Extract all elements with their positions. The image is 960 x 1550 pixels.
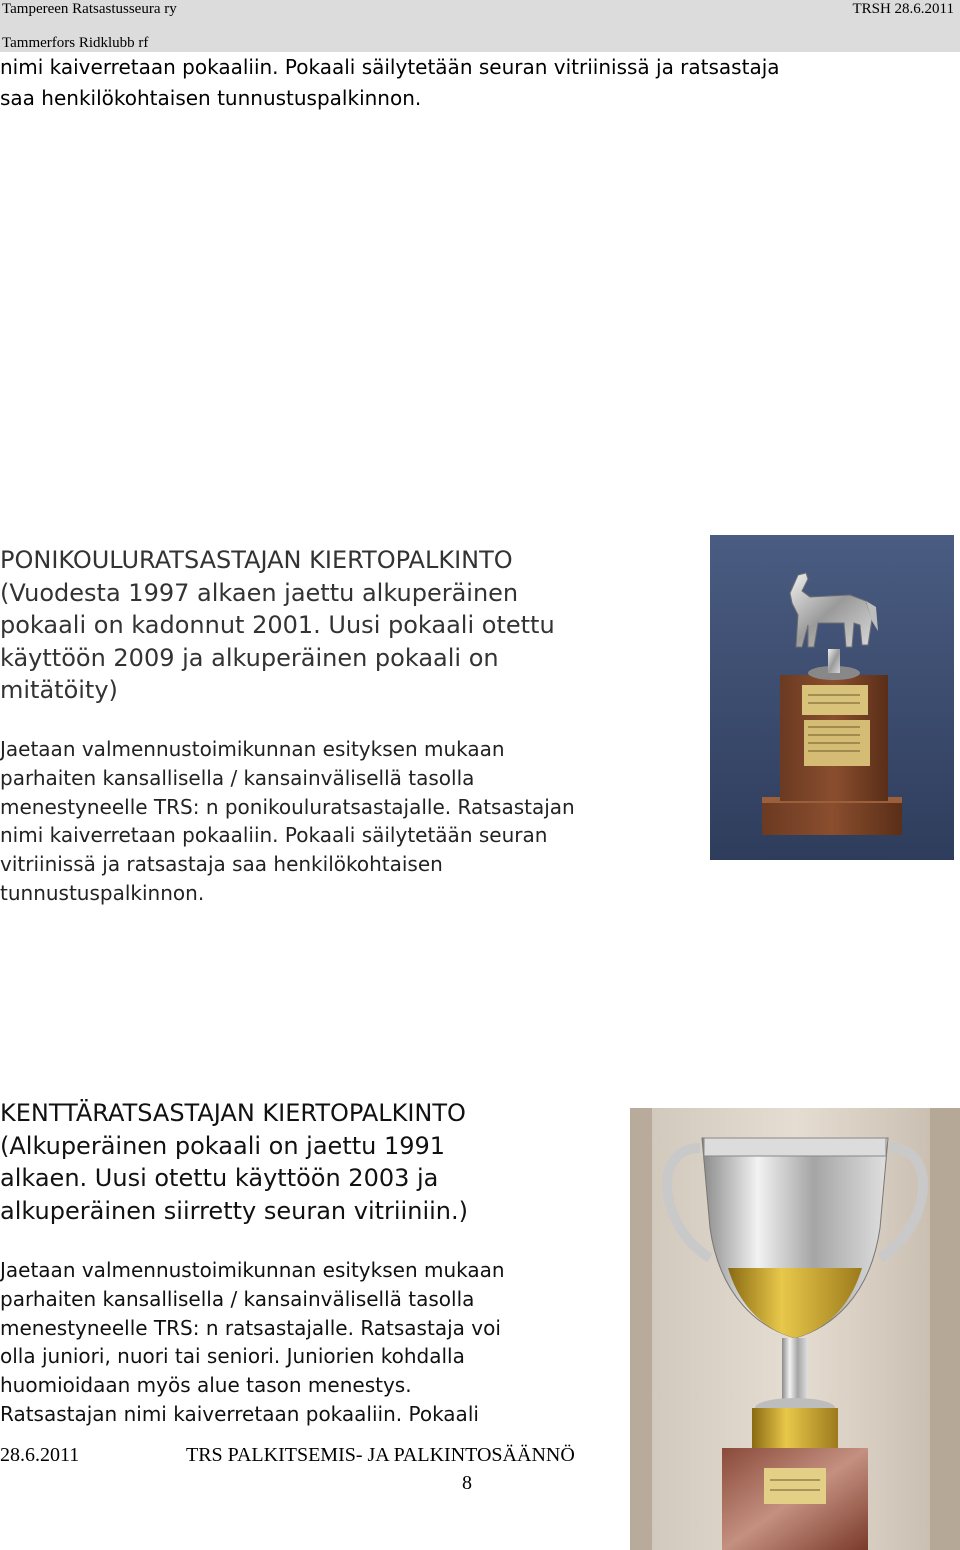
header-doc-date: TRSH 28.6.2011	[852, 1, 954, 17]
text-line: olla juniori, nuori tai seniori. Juniorien kohdalla	[0, 1344, 465, 1369]
heading-line: KENTTÄRATSASTAJAN KIERTOPALKINTO	[0, 1099, 466, 1127]
text-line: Ratsastajan nimi kaiverretaan pokaaliin. Pokaali	[0, 1401, 479, 1426]
heading-line: pokaali on kadonnut 2001. Uusi pokaali otettu	[0, 611, 555, 639]
section1-heading	[0, 544, 555, 707]
header-org-name-sv: Tammerfors Ridklubb rf	[2, 35, 149, 51]
text-line: huomioidaan myös alue tason menestys.	[0, 1373, 412, 1398]
heading-line: PONIKOULURATSASTAJAN KIERTOPALKINTO	[0, 546, 513, 574]
text-line: nimi kaiverretaan pokaaliin. Pokaali säilytetään seuran vitriinissä ja ratsastaja	[0, 55, 780, 79]
section2-heading	[0, 1097, 468, 1227]
section1-body	[0, 735, 575, 908]
heading-line: (Alkuperäinen pokaali on jaettu 1991	[0, 1131, 446, 1160]
heading-line: mitätöity)	[0, 676, 118, 704]
text-line: parhaiten kansallisella / kansainvälisellä tasolla	[0, 765, 475, 790]
section2-body	[0, 1256, 505, 1429]
text-line: saa henkilökohtaisen tunnustuspalkinnon.	[0, 86, 422, 110]
text-line: vitriinissä ja ratsastaja saa henkilökohtaisen	[0, 852, 443, 877]
text-line: tunnustuspalkinnon.	[0, 880, 205, 905]
cup-trophy-photo	[630, 1108, 960, 1550]
text-line: menestyneelle TRS: n ponikouluratsastajalle. Ratsastajan	[0, 794, 575, 819]
text-line: parhaiten kansallisella / kansainvälisellä tasolla	[0, 1286, 475, 1311]
footer-page-number: 8	[462, 1472, 472, 1494]
text-line: menestyneelle TRS: n ratsastajalle. Ratsastaja voi	[0, 1315, 501, 1340]
footer-title: TRS PALKITSEMIS- JA PALKINTOSÄÄNNÖ	[186, 1444, 575, 1466]
text-line: Jaetaan valmennustoimikunnan esityksen mukaan	[0, 737, 505, 761]
heading-line: käyttöön 2009 ja alkuperäinen pokaali on	[0, 643, 499, 672]
text-line: nimi kaiverretaan pokaaliin. Pokaali säilytetään seuran	[0, 823, 548, 848]
horse-trophy-photo	[710, 535, 954, 860]
heading-line: (Vuodesta 1997 alkaen jaettu alkuperäinen	[0, 578, 519, 607]
footer-date: 28.6.2011	[0, 1444, 80, 1466]
intro-paragraph	[0, 52, 780, 114]
heading-line: alkuperäinen siirretty seuran vitriiniin.)	[0, 1196, 468, 1225]
header-org-name-fi: Tampereen Ratsastusseura ry	[2, 1, 177, 17]
heading-line: alkaen. Uusi otettu käyttöön 2003 ja	[0, 1164, 439, 1192]
text-line: Jaetaan valmennustoimikunnan esityksen mukaan	[0, 1258, 505, 1282]
